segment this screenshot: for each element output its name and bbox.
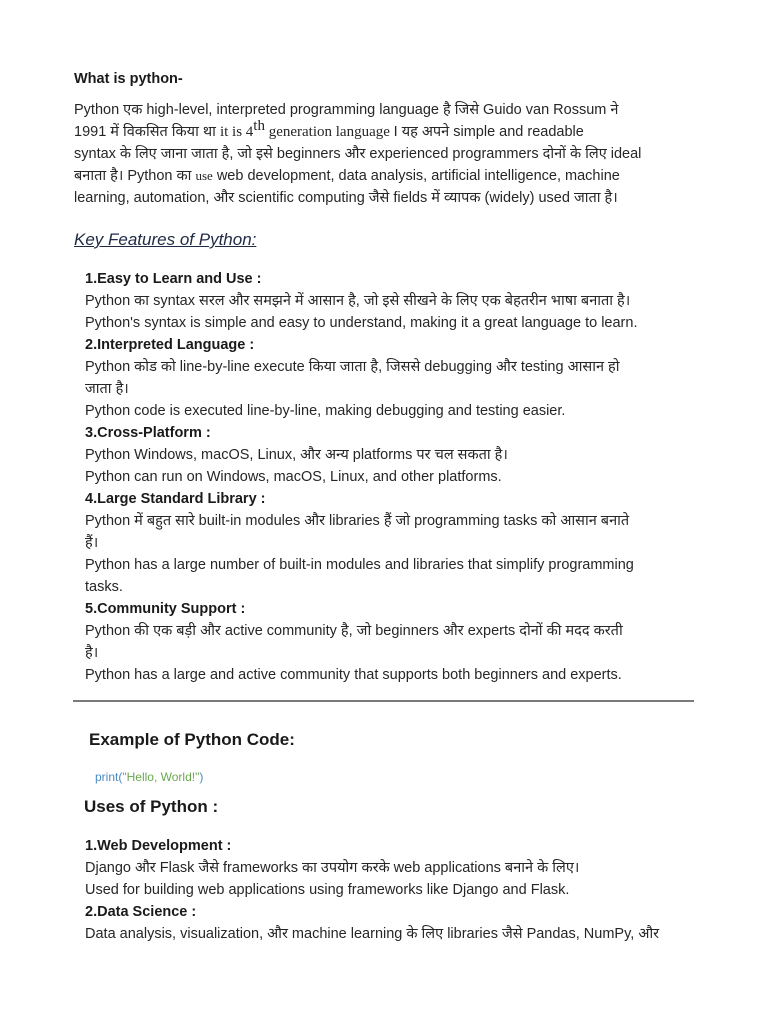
feature-line: Python Windows, macOS, Linux, और अन्य platforms पर चल सकता है। [85,447,508,463]
intro-line-4-part-a: बनाता है। Python का [74,168,196,184]
code-sample [95,770,203,784]
code-function: print( [95,770,123,784]
feature-title: 4.Large Standard Library : [85,491,266,507]
use-line: Used for building web applications using frameworks like Django and Flask. [85,882,570,898]
intro-line-4 [74,165,714,187]
intro-paragraph [74,99,714,209]
feature-item [85,334,725,422]
feature-line: Python कोड को line-by-line execute किया जाता है, जिससे debugging और testing आसान हो [85,359,620,375]
feature-item [85,488,725,598]
intro-line-3: syntax के लिए जाना जाता है, जो इसे beginners और experienced programmers दोनों के लिए ideal [74,146,642,162]
intro-line-2 [74,118,714,143]
intro-line-1: Python एक high-level, interpreted programming language है जिसे Guido van Rossum ने [74,102,619,118]
code-string: "Hello, World!" [122,770,200,784]
feature-line: हैं। [85,535,99,551]
use-line: Data analysis, visualization, और machine learning के लिए libraries जैसे Pandas, NumPy, और [85,926,660,942]
use-title: 1.Web Development : [85,838,232,854]
intro-line-4-use-word: use [195,168,213,183]
feature-line: Python has a large and active community that supports both beginners and experts. [85,667,622,683]
uses-list [85,835,725,945]
uses-title: Uses of Python : [84,797,219,816]
feature-line: Python's syntax is simple and easy to understand, making it a great language to learn. [85,315,638,331]
feature-line: Python में बहुत सारे built-in modules और libraries हैं जो programming tasks को आसान बनाते [85,513,630,529]
feature-line: Python has a large number of built-in modules and libraries that simplify programming [85,557,634,573]
feature-line: है। [85,645,99,661]
intro-heading: What is python- [74,71,183,87]
intro-line-2-part-c: generation language [264,124,394,140]
section-divider [73,700,694,702]
use-item [85,901,725,945]
code-paren: ) [199,770,204,784]
key-features-title: Key Features of Python: [74,230,257,249]
use-title: 2.Data Science : [85,904,197,920]
feature-item [85,268,725,334]
features-list [85,268,725,686]
feature-item [85,598,725,686]
feature-line: Python का syntax सरल और समझने में आसान है, जो इसे सीखने के लिए एक बेहतरीन भाषा बनाता है। [85,293,631,309]
feature-line: Python की एक बड़ी और active community है, जो beginners और experts दोनों की मदद करती [85,623,623,639]
feature-title: 5.Community Support : [85,601,246,617]
intro-line-2-part-b: it is 4 [219,124,254,140]
intro-line-4-part-b: web development, data analysis, artificial intelligence, machine [212,168,620,184]
ordinal-superscript: th [253,118,265,135]
feature-title: 2.Interpreted Language : [85,337,255,353]
feature-line: tasks. [85,579,123,595]
use-item [85,835,725,901]
feature-line: जाता है। [85,381,129,397]
feature-item [85,422,725,488]
example-title: Example of Python Code: [89,730,295,749]
feature-title: 3.Cross-Platform : [85,425,211,441]
feature-line: Python can run on Windows, macOS, Linux, and other platforms. [85,469,502,485]
intro-line-2-part-a: 1991 में विकसित किया था [74,124,220,140]
intro-line-5: learning, automation, और scientific computing जैसे fields में व्यापक (widely) used जाता है। [74,190,618,206]
intro-line-2-part-d: I यह अपने simple and readable [393,124,584,140]
feature-title: 1.Easy to Learn and Use : [85,271,262,287]
feature-line: Python code is executed line-by-line, making debugging and testing easier. [85,403,566,419]
use-line: Django और Flask जैसे frameworks का उपयोग करके web applications बनाने के लिए। [85,860,580,876]
